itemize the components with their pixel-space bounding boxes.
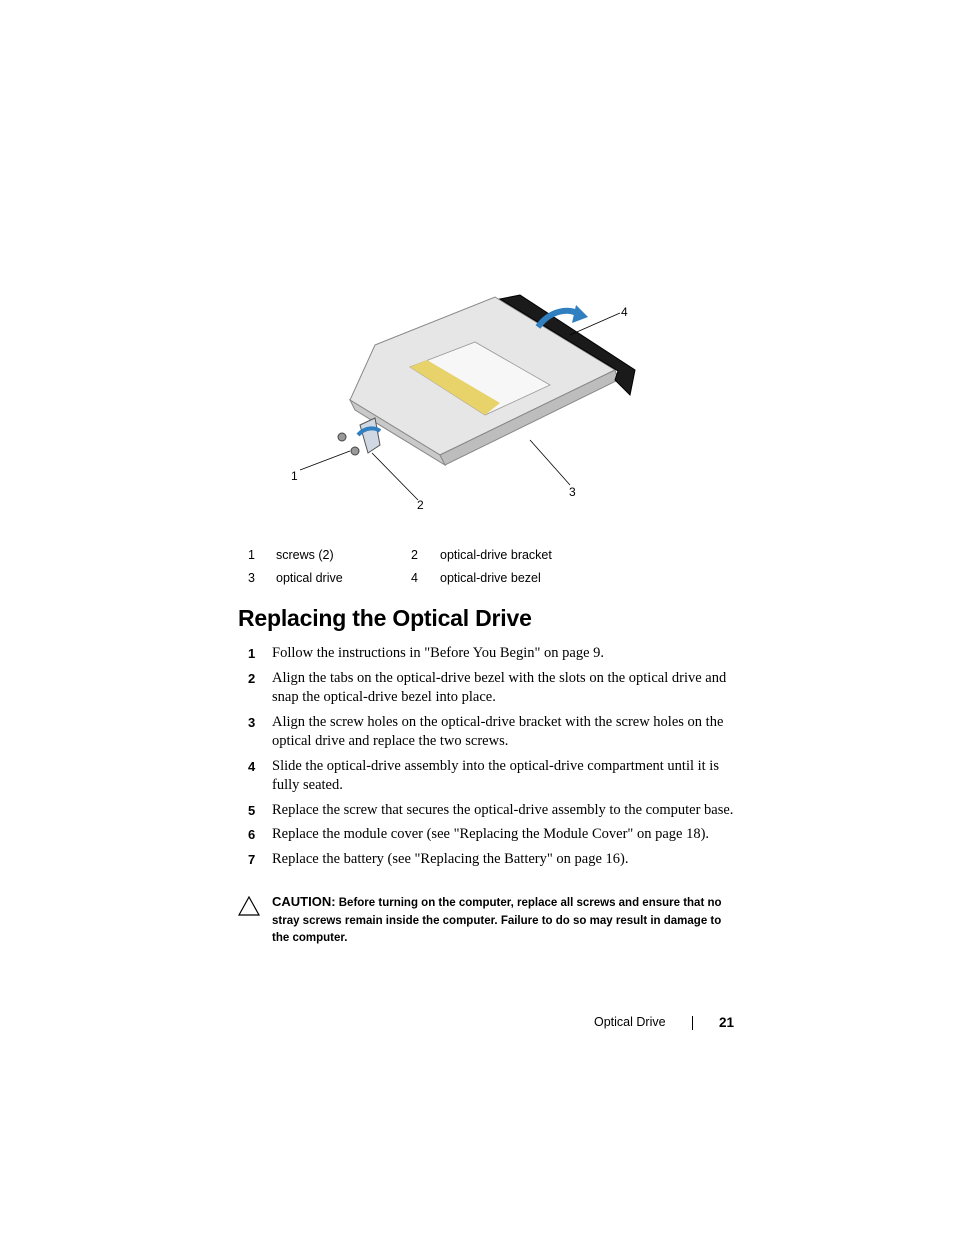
- screw-bottom: [351, 447, 359, 455]
- step-text: Replace the battery (see "Replacing the Battery" on page 16).: [272, 850, 629, 867]
- caution-label: CAUTION:: [272, 894, 336, 909]
- callout-4: 4: [621, 305, 628, 319]
- step-text: Align the screw holes on the optical-drive bracket with the screw holes on the optical drive and replace the two screws.: [272, 713, 724, 749]
- step-text: Follow the instructions in "Before You Begin" on page 9.: [272, 645, 605, 661]
- step-number: 5: [248, 802, 256, 818]
- step-text: Replace the screw that secures the optical-drive assembly to the computer base.: [272, 801, 734, 818]
- optical-drive-drawing: [280, 285, 660, 525]
- step-number: 2: [248, 670, 256, 686]
- step-number: 7: [248, 851, 256, 867]
- legend-label: optical drive: [276, 571, 343, 585]
- footer-section-title: Optical Drive: [594, 1015, 666, 1029]
- legend-label: optical-drive bracket: [440, 548, 552, 562]
- caution-notice: [238, 893, 738, 948]
- callout-2: 2: [417, 498, 424, 512]
- callout-1: 1: [291, 469, 298, 483]
- footer-divider: [692, 1016, 693, 1030]
- caution-text-block: [272, 893, 738, 948]
- section-heading: Replacing the Optical Drive: [238, 605, 532, 631]
- step-item: [248, 713, 743, 752]
- step-item: [248, 644, 743, 664]
- page-number: 21: [719, 1015, 735, 1030]
- legend-label: optical-drive bezel: [440, 571, 541, 585]
- bezel-arrow-head: [572, 305, 588, 323]
- legend-number: 3: [248, 571, 255, 585]
- step-item: [248, 801, 743, 821]
- step-text: Slide the optical-drive assembly into the optical-drive compartment until it is fully seated.: [272, 757, 719, 793]
- leader-line-1: [300, 451, 350, 470]
- callout-3: 3: [569, 485, 576, 499]
- legend-number: 2: [411, 548, 418, 562]
- step-text: Align the tabs on the optical-drive bezel with the slots on the optical drive and snap the optical-drive bezel into place.: [272, 669, 727, 705]
- legend-number: 1: [248, 548, 255, 562]
- caution-message: Before turning on the computer, replace all screws and ensure that no stray screws remain inside the computer. Failure to do so may result in damage to the computer.: [272, 897, 722, 944]
- legend-label: screws (2): [276, 548, 334, 562]
- step-number: 6: [248, 827, 256, 842]
- step-text: Replace the module cover (see "Replacing the Module Cover" on page 18).: [272, 826, 710, 842]
- step-item: [248, 757, 743, 796]
- leader-line-2: [372, 453, 418, 500]
- replacement-steps: [248, 644, 743, 874]
- step-item: [248, 669, 743, 708]
- legend-number: 4: [411, 571, 418, 585]
- step-number: 1: [248, 646, 256, 661]
- step-number: 4: [248, 758, 256, 774]
- warning-triangle-icon: [238, 896, 260, 916]
- leader-line-3: [530, 440, 570, 485]
- step-item: [248, 825, 743, 845]
- optical-drive-illustration: [280, 285, 660, 525]
- step-number: 3: [248, 714, 256, 730]
- screw-top: [338, 433, 346, 441]
- step-item: [248, 850, 743, 870]
